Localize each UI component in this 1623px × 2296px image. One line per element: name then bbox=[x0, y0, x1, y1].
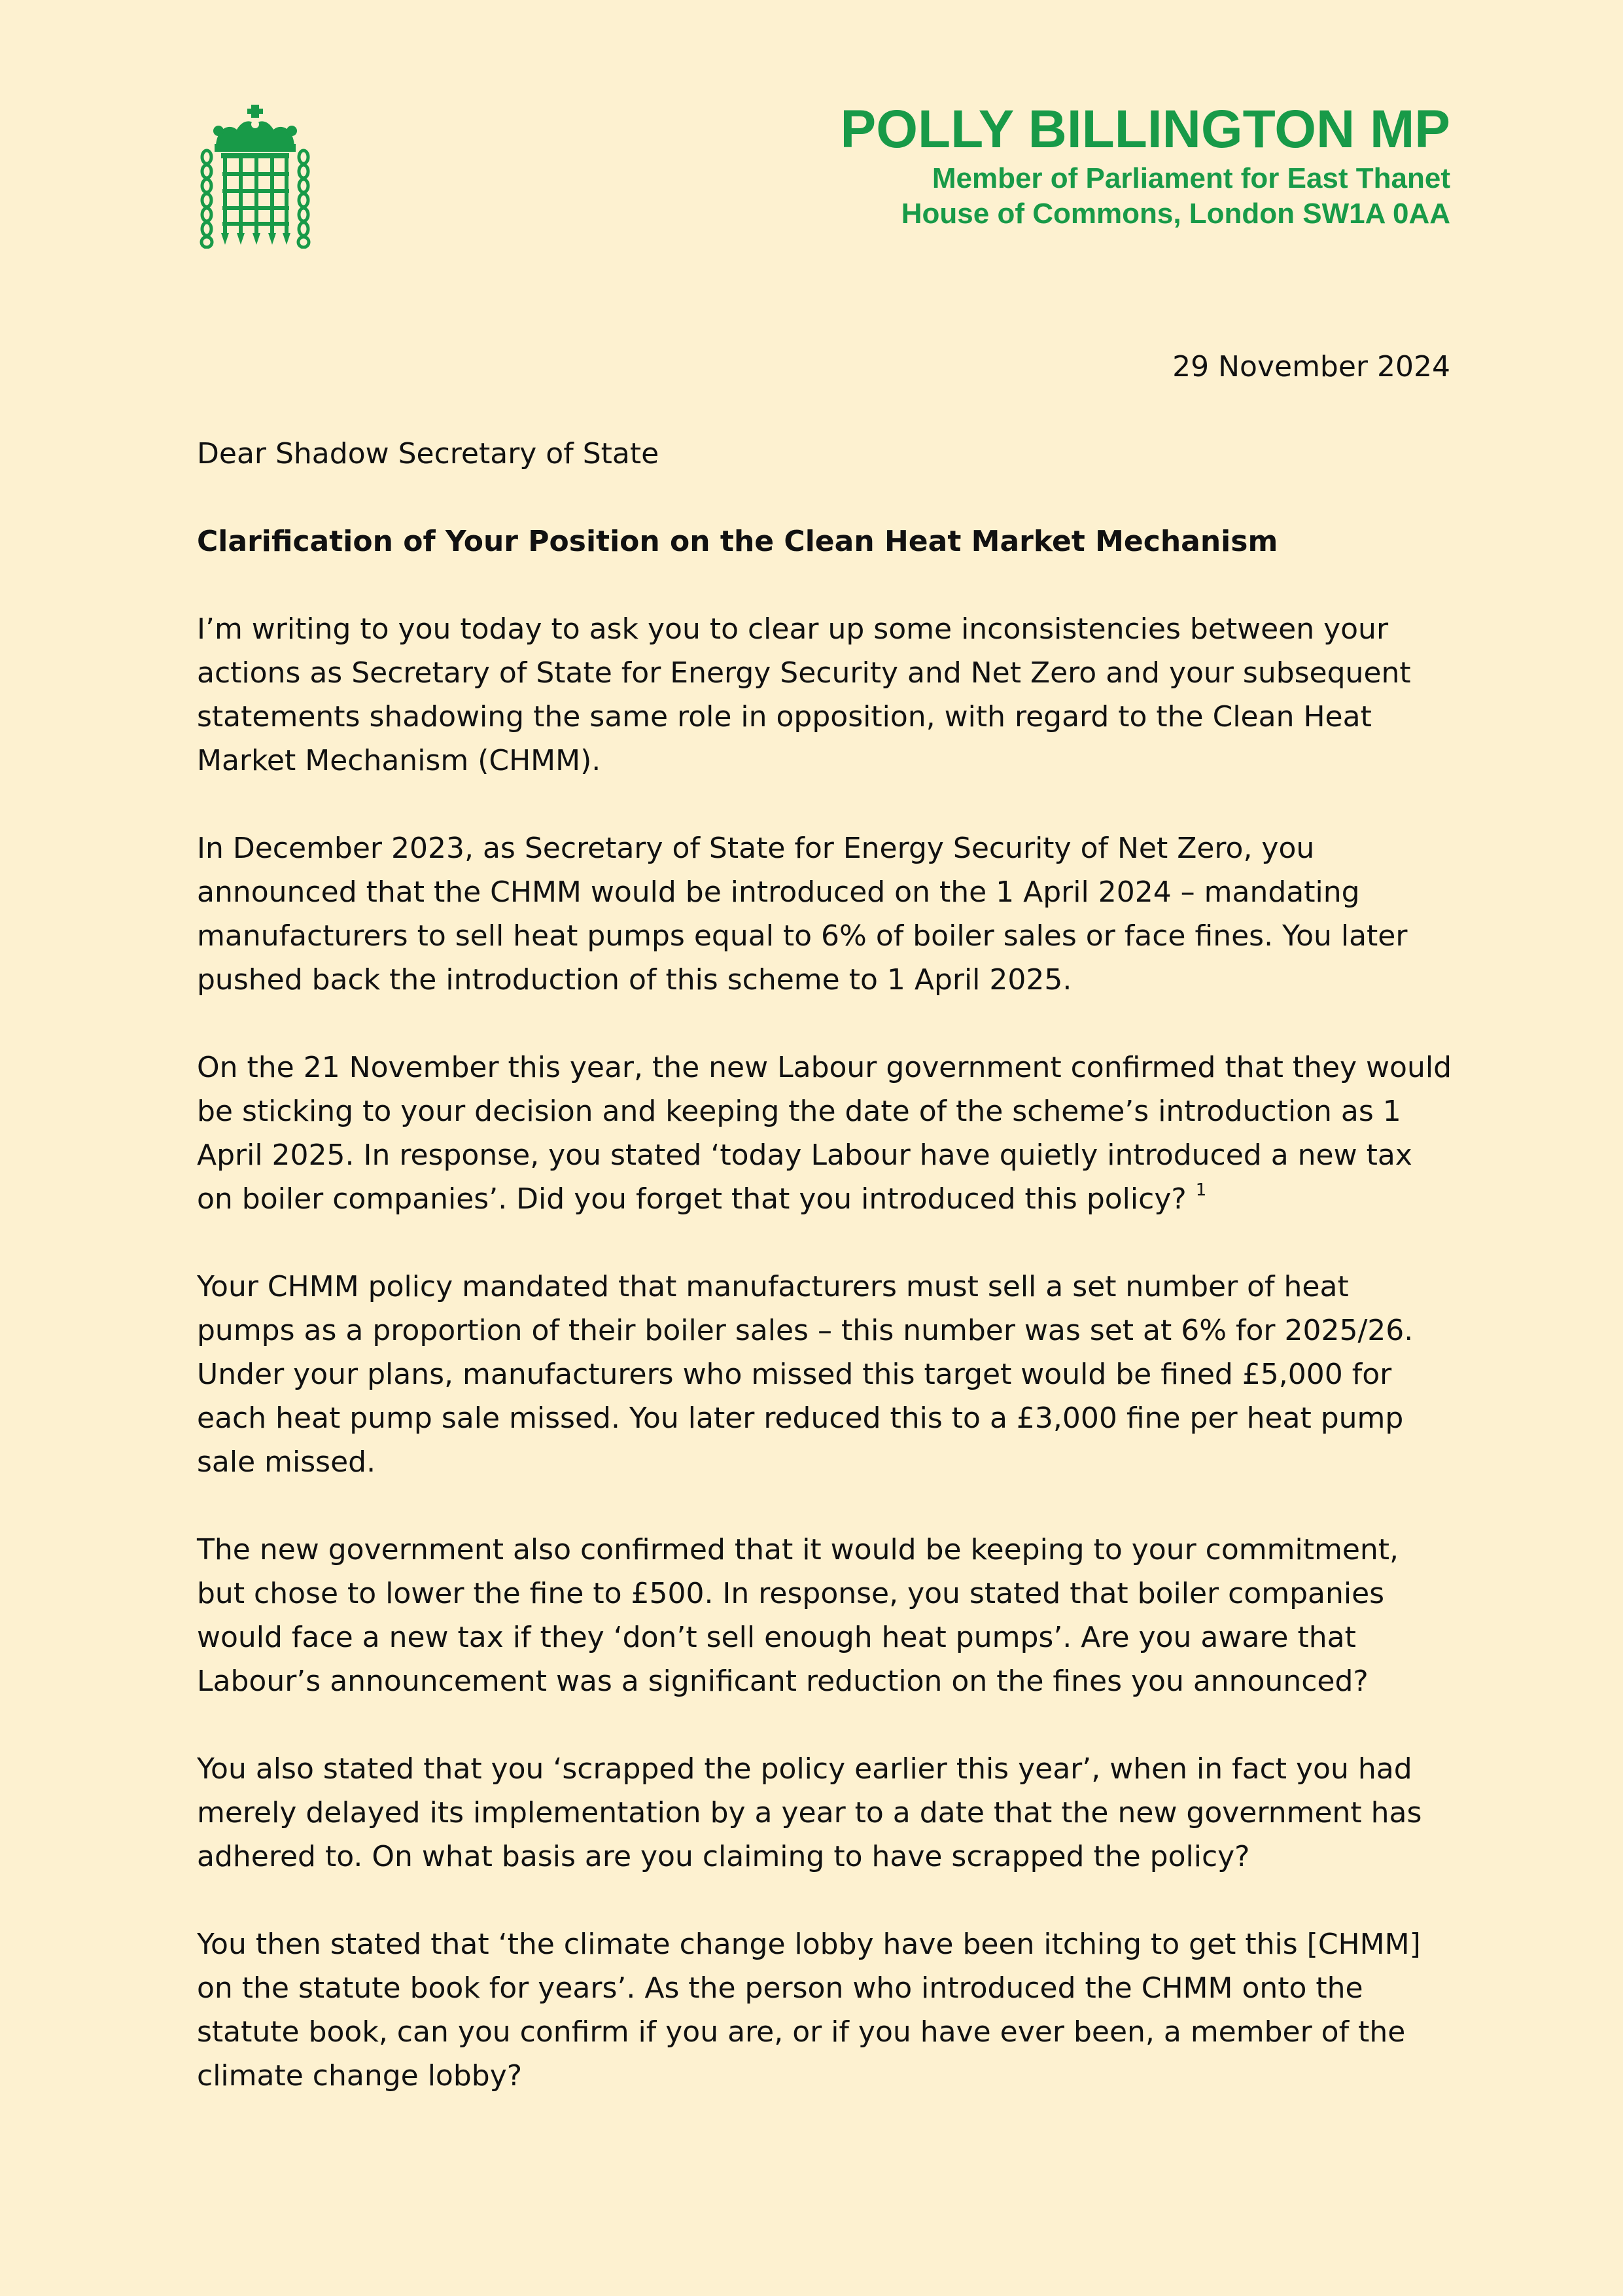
constituency-line: Member of Parliament for East Thanet bbox=[932, 162, 1450, 194]
address-line: House of Commons, London SW1A 0AA bbox=[901, 198, 1450, 230]
mp-name: POLLY BILLINGTON MP bbox=[840, 99, 1450, 159]
paragraph: I’m writing to you today to ask you to clear up some inconsistencies between your actions as Secretary of State for Energy Security and Net Zero and your subsequent statements shadowing the same role in opposition, with regard to the Clean Heat Market Mechanism (CHMM). bbox=[197, 612, 1411, 777]
paragraph: You also stated that you ‘scrapped the policy earlier this year’, when in fact you had merely delayed its implementation by a year to a date that the new government has adhered to. On what basis are you claiming to have scrapped the policy? bbox=[197, 1752, 1422, 1873]
paragraph: Your CHMM policy mandated that manufacturers must sell a set number of heat pumps as a proportion of their boiler sales – this number was set at 6% for 2025/26. Under your plans, manufacturers who missed this target would be fined £5,000 for each heat pump sale missed. You later reduced this to a £3,000 fine per heat pump sale missed. bbox=[197, 1270, 1414, 1479]
paragraph: In December 2023, as Secretary of State for Energy Security of Net Zero, you announced that the CHMM would be introduced on the 1 April 2024 – mandating manufacturers to sell heat pumps equal to 6% of boiler sales or face fines. You later pushed back the introduction of this scheme to 1 April 2025. bbox=[197, 832, 1408, 997]
paragraph: The new government also confirmed that it would be keeping to your commitment, but chose to lower the fine to £500. In response, you stated that boiler companies would face a new tax if they ‘don’t sell enough heat pumps’. Are you aware that Labour’s announcement was a significant reduction on the fines you announced? bbox=[197, 1533, 1399, 1698]
letter-date: 29 November 2024 bbox=[1172, 350, 1450, 383]
letter-subject: Clarification of Your Position on the Clean Heat Market Mechanism bbox=[197, 525, 1278, 558]
letterhead bbox=[841, 98, 1450, 232]
salutation: Dear Shadow Secretary of State bbox=[197, 437, 659, 470]
paragraph-text: On the 21 November this year, the new Labour government confirmed that they would be sticking to your decision and keeping the date of the scheme’s introduction as 1 April 2025. In response, you stated ‘today Labour have quietly introduced a new tax on boiler companies’. Did you forget that you introduced this policy? bbox=[197, 1051, 1452, 1216]
letter-body bbox=[197, 432, 1453, 2142]
paragraph bbox=[197, 1046, 1453, 1221]
footnote-marker: 1 bbox=[1195, 1180, 1207, 1201]
paragraph: You then stated that ‘the climate change lobby have been itching to get this [CHMM] on the statute book for years’. As the person who introduced the CHMM onto the statute book, can you confirm if you are, or if you have ever been, a member of the climate change lobby? bbox=[197, 1928, 1421, 2093]
portcullis-crown-icon bbox=[196, 105, 314, 249]
